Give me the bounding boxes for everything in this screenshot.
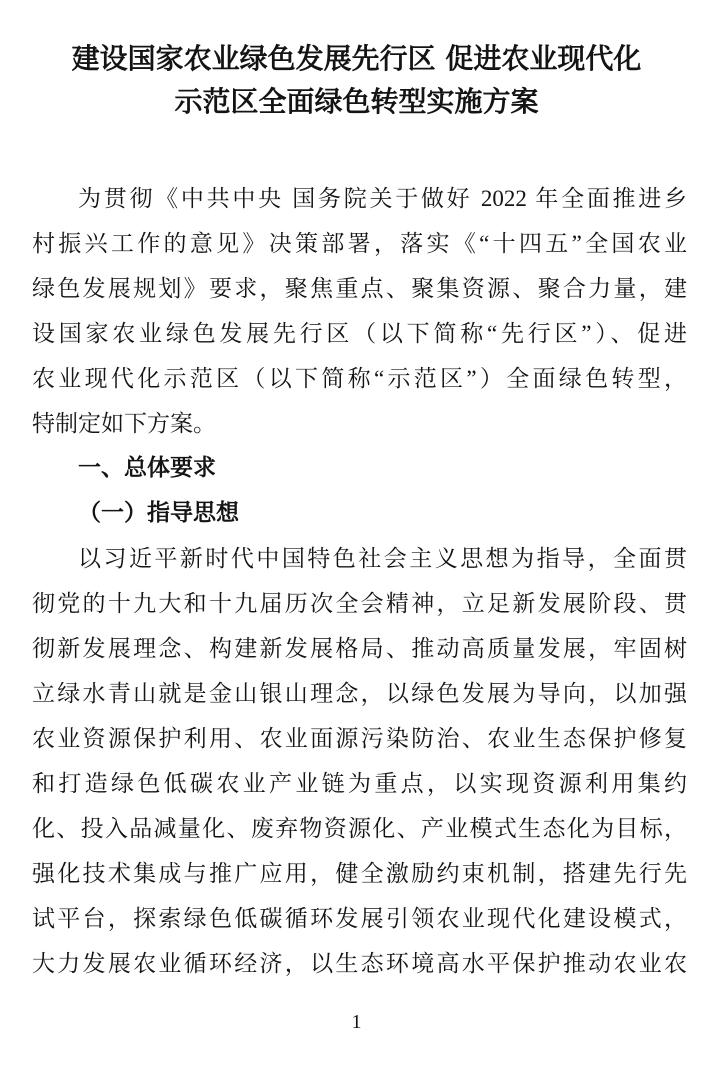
document-body [32, 176, 687, 986]
body-line: 设国家农业绿色发展先行区（以下简称“先行区”）、促进 [32, 321, 687, 346]
body-line: 绿色发展规划》要求，聚焦重点、聚集资源、聚合力量，建 [32, 276, 687, 301]
body-line: 彻新发展理念、构建新发展格局、推动高质量发展，牢固树 [32, 636, 687, 661]
body-line: 化、投入品减量化、废弃物资源化、产业模式生态化为目标， [32, 816, 687, 841]
body-line: 彻党的十九大和十九届历次全会精神，立足新发展阶段、贯 [32, 591, 687, 616]
document-title-line-2: 示范区全面绿色转型实施方案 [174, 85, 539, 118]
body-line: 农业现代化示范区（以下简称“示范区”）全面绿色转型， [32, 366, 687, 391]
body-line: 农业资源保护利用、农业面源污染防治、农业生态保护修复 [32, 726, 687, 751]
body-line: 强化技术集成与推广应用，健全激励约束机制，搭建先行先 [32, 861, 687, 886]
body-line: 和打造绿色低碳农业产业链为重点，以实现资源利用集约 [32, 771, 687, 796]
section-heading: 一、总体要求 [78, 455, 216, 481]
page-number: 1 [351, 1011, 362, 1033]
document-title-line-1: 建设国家农业绿色发展先行区 促进农业现代化 [71, 42, 642, 75]
body-line: 立绿水青山就是金山银山理念，以绿色发展为导向，以加强 [32, 681, 687, 706]
body-line: 村振兴工作的意见》决策部署，落实《“十四五”全国农业 [32, 231, 687, 256]
body-line: 以习近平新时代中国特色社会主义思想为指导，全面贯 [78, 546, 687, 571]
body-line: 为贯彻《中共中央 国务院关于做好 2022 年全面推进乡 [78, 186, 687, 211]
body-line: 大力发展农业循环经济，以生态环境高水平保护推动农业农 [32, 951, 687, 976]
body-line: 试平台，探索绿色低碳循环发展引领农业现代化建设模式， [32, 906, 687, 931]
body-line: 特制定如下方案。 [32, 411, 216, 436]
document-title [0, 0, 713, 123]
subsection-heading: （一）指导思想 [78, 500, 239, 526]
